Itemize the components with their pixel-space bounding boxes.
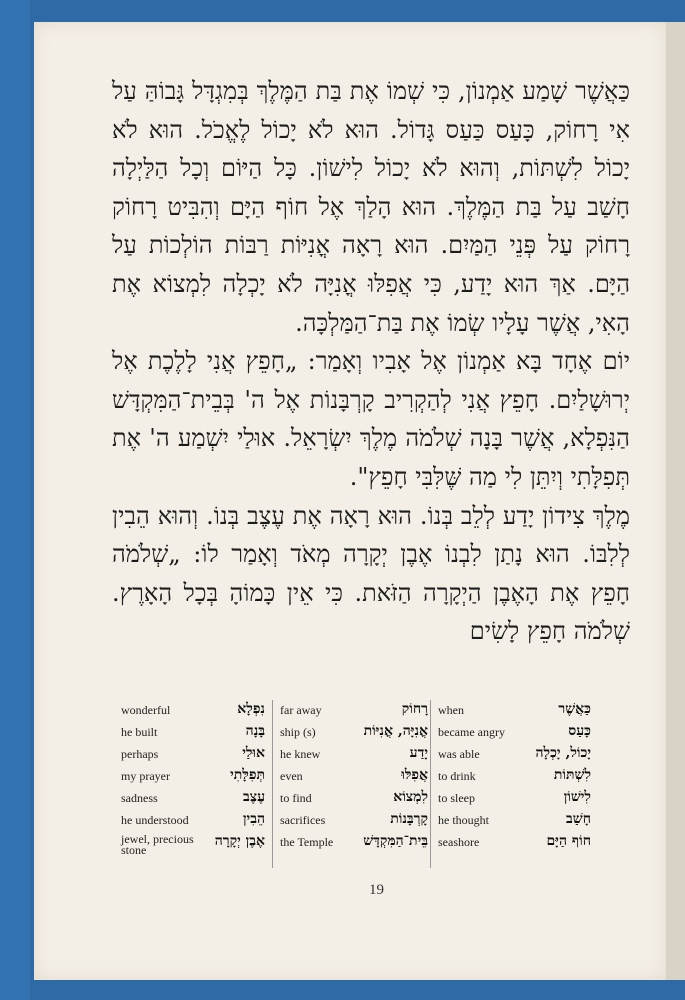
vocab-english: to sleep <box>438 791 475 805</box>
vocab-entry <box>436 722 591 744</box>
vocab-entry <box>278 744 428 766</box>
vocab-hebrew: אֳנִיָּה, אֳנִיּוֹת <box>363 723 428 739</box>
vocab-english: jewel, precious stone <box>121 832 194 857</box>
story-paragraph-3: מֶלֶךְ צִידוֹן יָדַע לְלֵב בְּנוֹ. הוּא רָאָה אֶת עֶצֶב בְּנוֹ. וְהוּא הֵבִין לְלִבּוֹ. הוּא נָתַן לִבְנוֹ אֶבֶן יְקָרָה מְאֹד וְאָמַר לוֹ: „שְׁלֹמֹה חָפֵץ אֶת הָאֶבֶן הַיְקָרָה הַזֹּאת. כִּי אֵין כָּמוֹהָ בְּכָל הָאָרֶץ. שְׁלֹמֹה חָפֵץ לָשִׂים <box>112 501 630 646</box>
vocab-hebrew: רָחוֹק <box>401 701 428 717</box>
vocab-hebrew: לִישׁוֹן <box>563 789 591 805</box>
vocab-english: seashore <box>438 835 480 849</box>
book-cover-spine <box>0 0 30 1000</box>
vocab-english: he built <box>121 725 158 739</box>
vocab-hebrew: לִשְׁתּוֹת <box>553 767 591 783</box>
vocab-hebrew: יָכוֹל, יָכְלָה <box>535 745 591 761</box>
vocabulary-column-middle <box>272 700 428 868</box>
story-text <box>112 72 630 651</box>
vocab-entry <box>278 766 428 788</box>
vocab-entry <box>278 722 428 744</box>
vocab-english: became angry <box>438 725 505 739</box>
vocab-english: sadness <box>121 791 158 805</box>
vocab-english: my prayer <box>121 769 170 783</box>
story-paragraph-2: יוֹם אֶחָד בָּא אַמְנוֹן אֶל אָבִיו וְאָמַר: „חָפֵץ אֲנִי לָלֶכֶת אֶל יְרוּשָׁלַיִם. חָפֵץ אֲנִי לְהַקְרִיב קָרְבָּנוֹת אֶל ה' בְּבֵית־הַמִּקְדָּשׁ הַנִּפְלָא, אֲשֶׁר בָּנָה שְׁלֹמֹה מֶלֶךְ יִשְׂרָאֵל. אוּלַי יִשְׁמַע ה' אֶת תְּפִלָּתִי וְיִתֵּן לִי מַה שֶּׁלִּבִּי חָפֵץ". <box>112 347 630 491</box>
vocab-entry <box>119 788 265 810</box>
vocab-hebrew: חָשַׁב <box>566 811 591 827</box>
vocab-english: when <box>438 703 464 717</box>
vocab-english: he knew <box>280 747 321 761</box>
vocab-entry <box>436 788 591 810</box>
vocab-entry <box>436 766 591 788</box>
vocab-hebrew: לִמְצוֹא <box>393 789 428 805</box>
vocab-english: he thought <box>438 813 489 827</box>
vocab-entry <box>278 788 428 810</box>
vocabulary-column-left <box>119 700 265 868</box>
vocab-entry <box>278 810 428 832</box>
page-edge <box>666 22 685 980</box>
vocab-entry <box>436 810 591 832</box>
vocab-hebrew: אֲפִלּוּ <box>401 767 428 783</box>
vocabulary-glossary <box>119 700 591 868</box>
vocab-entry <box>278 700 428 722</box>
vocab-entry <box>436 832 591 854</box>
vocab-entry <box>436 744 591 766</box>
vocab-english: was able <box>438 747 480 761</box>
vocab-hebrew: אֶבֶן יְקָרָה <box>214 833 265 849</box>
vocab-entry <box>119 700 265 722</box>
vocab-english: the Temple <box>280 835 334 849</box>
vocab-hebrew: כָּעַס <box>568 723 591 739</box>
vocab-english: far away <box>280 703 322 717</box>
vocab-entry <box>119 766 265 788</box>
vocab-hebrew: קָרְבָּנוֹת <box>390 811 428 827</box>
vocab-english: ship (s) <box>280 725 316 739</box>
vocab-hebrew: עֶצֶב <box>242 789 265 805</box>
vocab-hebrew: הֵבִין <box>242 811 265 827</box>
vocab-english: wonderful <box>121 703 171 717</box>
vocab-hebrew: יָדַע <box>409 745 428 761</box>
vocab-hebrew: תְּפִלָּתִי <box>230 767 265 783</box>
vocab-english: sacrifices <box>280 813 326 827</box>
vocab-hebrew: כַּאֲשֶׁר <box>558 701 591 717</box>
story-paragraph-1: כַּאֲשֶׁר שָׁמַע אַמְנוֹן, כִּי שְׁמוֹ אֶת בַּת הַמֶּלֶךְ בְּמִגְדָּל גָּבוֹהַּ עַל אִי רָחוֹק, כָּעַס כַּעַס גָּדוֹל. הוּא לֹא יָכוֹל לֶאֱכֹל. הוּא לֹא יָכוֹל לִשְׁתּוֹת, וְהוּא לֹא יָכוֹל לִישׁוֹן. כָּל הַיּוֹם וְכָל הַלַּיְלָה חָשַׁב עַל בַּת הַמֶּלֶךְ. הוּא הָלַךְ אֶל חוֹף הַיָּם וְהִבִּיט רָחוֹק רָחוֹק עַל פְּנֵי הַמַּיִם. הוּא רָאָה אֳנִיּוֹת רַבּוֹת הוֹלְכוֹת עַל הַיָּם. אַךְ הוּא יָדַע, כִּי אֲפִלּוּ אֳנִיָּה לֹא יָכְלָה לִמְצוֹא אֶת הָאִי, אֲשֶׁר עָלָיו שְׂמוֹ אֶת בַּת־הַמַּלְכָּה. <box>112 77 631 337</box>
vocab-hebrew: בָּנָה <box>245 723 265 739</box>
page-number: 19 <box>369 882 384 898</box>
vocabulary-column-right <box>430 700 591 868</box>
vocab-entry <box>119 832 265 857</box>
vocab-hebrew: בֵּית־הַמִּקְדָּשׁ <box>363 833 428 849</box>
vocab-hebrew: אוּלַי <box>242 745 265 761</box>
vocab-hebrew: נִפְלָא <box>237 701 265 717</box>
vocab-english: even <box>280 769 303 783</box>
vocab-english: he understood <box>121 813 189 827</box>
vocab-english: to find <box>280 791 312 805</box>
vocab-english: to drink <box>438 769 476 783</box>
vocab-entry <box>119 744 265 766</box>
vocab-entry <box>436 700 591 722</box>
vocab-entry <box>119 722 265 744</box>
vocab-hebrew: חוֹף הַיָּם <box>546 833 591 849</box>
vocab-entry <box>119 810 265 832</box>
vocab-entry <box>278 832 428 854</box>
vocab-english: perhaps <box>121 747 159 761</box>
